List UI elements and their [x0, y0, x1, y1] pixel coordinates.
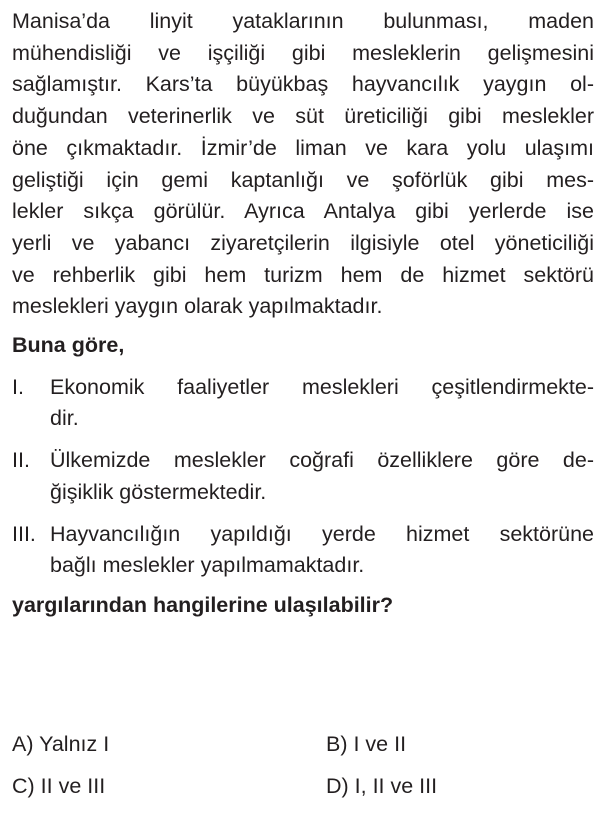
statement-iii [12, 519, 594, 582]
statement-line: bağlı meslekler yapılmamaktadır. [50, 553, 365, 578]
question-prompt: yargılarından hangilerine ulaşılabilir? [12, 592, 394, 617]
passage-line: sağlamıştır. Kars’ta büyükbaş hayvancılık yaygın ol- [12, 72, 594, 97]
statement-line: Ülkemizde meslekler coğrafi özelliklere göre de- [50, 448, 594, 473]
passage-line: Manisa’da linyit yataklarının bulunması, maden [12, 9, 594, 33]
statement-line: Hayvancılığın yapıldığı yerde hizmet sektörüne [50, 521, 594, 546]
statement-line: dir. [50, 406, 79, 431]
passage-line: ve rehberlik gibi hem turizm hem de hizmet sektörü [12, 262, 594, 287]
passage-line: lekler sıkça görülür. Ayrıca Antalya gibi yerlerde ise [12, 199, 594, 224]
question-body [12, 6, 594, 622]
passage-line: meslekleri yaygın olarak yapılmaktadır. [12, 294, 383, 319]
passage-line: mühendisliği ve işçiliği gibi mesleklerin gelişmesini [12, 40, 594, 65]
answer-row [12, 770, 594, 812]
option-d[interactable]: D) I, II ve III [326, 774, 438, 798]
statement-line: Ekonomik faaliyetler meslekleri çeşitlendirmekte- [50, 374, 594, 399]
answer-options [12, 728, 594, 812]
passage-line: yerli ve yabancı ziyaretçilerin ilgisiyle otel yöneticiliği [12, 230, 594, 255]
statement-numeral: II. [12, 448, 30, 473]
passage-line: öne çıkmaktadır. İzmir’de liman ve kara yolu ulaşımı [12, 135, 594, 160]
answer-row [12, 728, 594, 770]
statement-numeral: III. [12, 521, 36, 546]
lead-in: Buna göre, [12, 333, 125, 358]
statement-i [12, 372, 594, 435]
option-a[interactable]: A) Yalnız I [12, 732, 110, 756]
option-c[interactable]: C) II ve III [12, 774, 106, 798]
statement-numeral: I. [12, 374, 24, 399]
option-b[interactable]: B) I ve II [326, 732, 407, 756]
passage-line: geliştiği için gemi kaptanlığı ve şoförlük gibi mes- [12, 167, 594, 192]
passage [12, 6, 594, 323]
statement-line: ğişiklik göstermektedir. [50, 479, 267, 504]
passage-line: duğundan veterinerlik ve süt üreticiliği gibi meslekler [12, 104, 594, 129]
statement-ii [12, 445, 594, 508]
